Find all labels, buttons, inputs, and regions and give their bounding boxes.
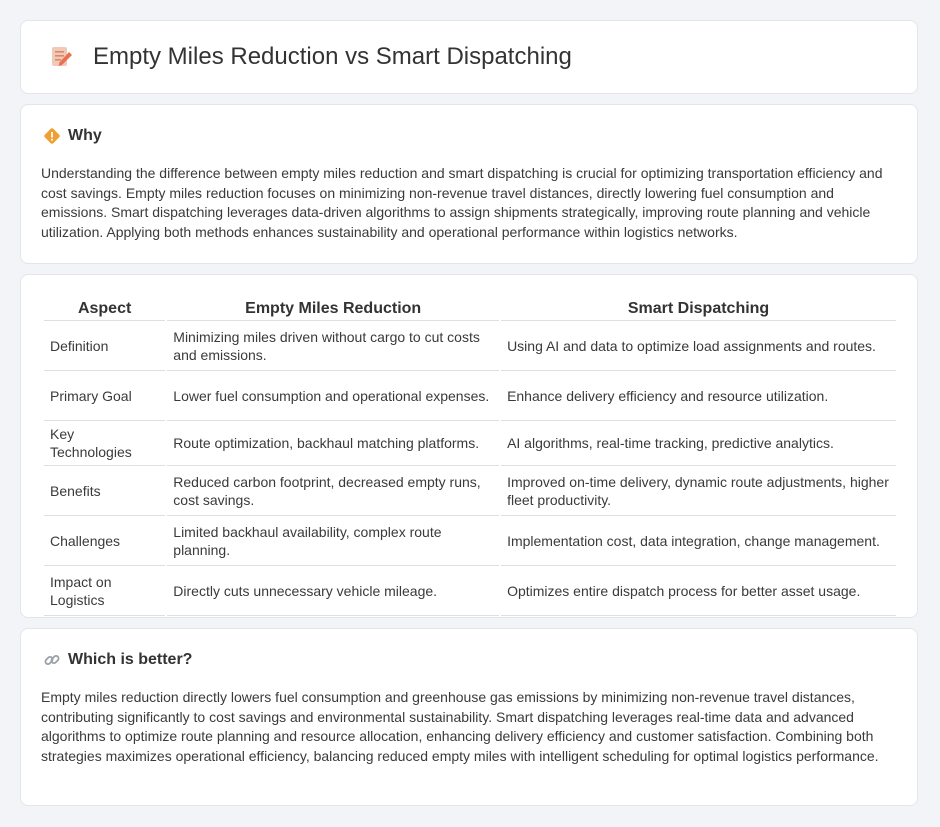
table-cell: Lower fuel consumption and operational expenses.	[167, 371, 499, 421]
why-heading: Why	[68, 127, 102, 144]
comparison-table	[42, 295, 898, 616]
table-cell: Limited backhaul availability, complex route planning.	[167, 516, 499, 566]
document-pencil-icon	[47, 43, 75, 71]
table-cell: Minimizing miles driven without cargo to cut costs and emissions.	[167, 321, 499, 371]
table-row	[44, 566, 896, 616]
table-header-row	[44, 295, 896, 321]
table-row	[44, 421, 896, 466]
title-card	[20, 20, 918, 94]
column-header: Empty Miles Reduction	[167, 295, 499, 321]
table-cell: Definition	[44, 321, 165, 371]
table-cell: Impact on Logistics	[44, 566, 165, 616]
table-cell: Primary Goal	[44, 371, 165, 421]
table-cell: Implementation cost, data integration, change management.	[501, 516, 896, 566]
table-cell: AI algorithms, real-time tracking, predictive analytics.	[501, 421, 896, 466]
which-better-section	[20, 628, 918, 806]
table-cell: Key Technologies	[44, 421, 165, 466]
table-row	[44, 321, 896, 371]
comparison-card	[20, 274, 918, 618]
column-header: Aspect	[44, 295, 165, 321]
table-cell: Route optimization, backhaul matching platforms.	[167, 421, 499, 466]
diamond-sign-icon	[43, 127, 61, 145]
table-row	[44, 371, 896, 421]
table-cell: Improved on-time delivery, dynamic route adjustments, higher fleet productivity.	[501, 466, 896, 516]
table-cell: Challenges	[44, 516, 165, 566]
table-cell: Reduced carbon footprint, decreased empty runs, cost savings.	[167, 466, 499, 516]
page-title: Empty Miles Reduction vs Smart Dispatching	[93, 43, 572, 70]
why-section	[20, 104, 918, 264]
why-text: Understanding the difference between empty miles reduction and smart dispatching is crucial for optimizing transportation efficiency and cost savings. Empty miles reduction focuses on minimizing non-revenue travel distances, directly lowering fuel consumption and emissions. Smart dispatching leverages data-driven algorithms to assign shipments strategically, improving route planning and vehicle utilization. Applying both methods enhances sustainability and operational performance within logistics networks.	[41, 165, 883, 240]
table-cell: Enhance delivery efficiency and resource utilization.	[501, 371, 896, 421]
which-better-text: Empty miles reduction directly lowers fuel consumption and greenhouse gas emissions by minimizing non-revenue travel distances, contributing significantly to cost savings and environmental sustainability. Smart dispatching leverages real-time data and advanced algorithms to optimize route planning and resource allocation, enhancing delivery efficiency and customer satisfaction. Combining both strategies maximizes operational efficiency, balancing reduced empty miles with intelligent scheduling for optimal logistics performance.	[41, 689, 879, 764]
table-cell: Using AI and data to optimize load assignments and routes.	[501, 321, 896, 371]
table-cell: Benefits	[44, 466, 165, 516]
which-better-heading: Which is better?	[68, 651, 193, 668]
table-cell: Directly cuts unnecessary vehicle mileage.	[167, 566, 499, 616]
column-header: Smart Dispatching	[501, 295, 896, 321]
link-icon	[43, 651, 61, 669]
table-cell: Optimizes entire dispatch process for better asset usage.	[501, 566, 896, 616]
table-row	[44, 516, 896, 566]
table-row	[44, 466, 896, 516]
